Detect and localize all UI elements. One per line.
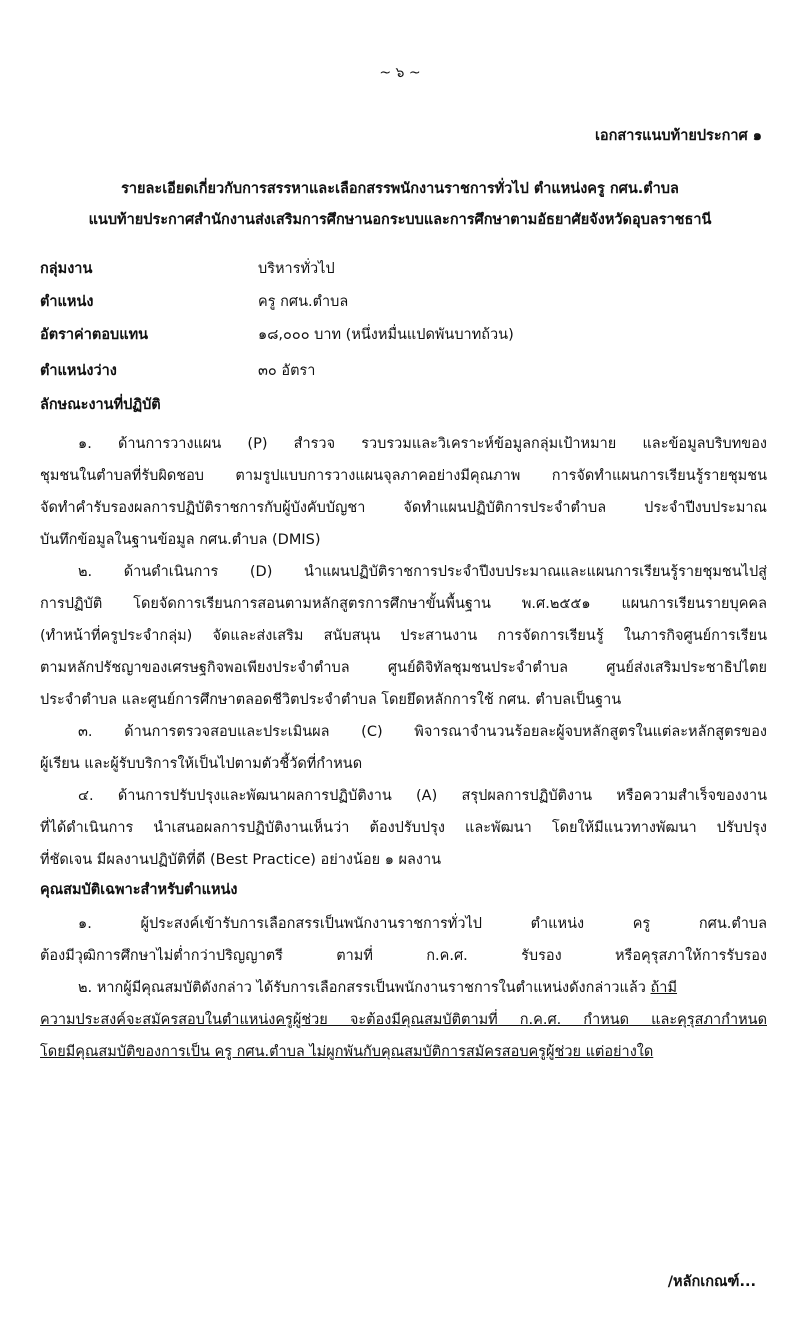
duty-line: (ทำหน้าที่ครูประจำกลุ่ม) จัดและส่งเสริม สนับสนุน ประสานงาน การจัดการเรียนรู้ ในภารกิจศูนย์การเรียน — [40, 628, 767, 644]
field-value: ๓๐ อัตรา — [258, 363, 316, 379]
field-vacancies — [40, 359, 760, 389]
document-title-line-1: รายละเอียดเกี่ยวกับการสรรหาและเลือกสรรพนักงานราชการทั่วไป ตำแหน่งครู กศน.ตำบล — [121, 181, 679, 197]
duty-line: ๑. ด้านการวางแผน (P) สำรวจ รวบรวมและวิเคราะห์ข้อมูลกลุ่มเป้าหมาย และข้อมูลบริบทของ — [78, 436, 767, 452]
duty-line: ตามหลักปรัชญาของเศรษฐกิจพอเพียงประจำตำบล ศูนย์ดิจิทัลชุมชนประจำตำบล ศูนย์ส่งเสริมประชาธิปไตย — [40, 660, 767, 676]
field-label: กลุ่มงาน — [40, 261, 93, 277]
page-number: ~ ๖ ~ — [379, 65, 421, 81]
duty-line: จัดทำคำรับรองผลการปฏิบัติราชการกับผู้บังคับบัญชา จัดทำแผนปฏิบัติการประจำตำบล ประจำปีงบประมาณ — [40, 500, 767, 516]
qualification-line-with-underline — [78, 976, 767, 999]
qualification-underlined-text: ถ้ามี — [650, 980, 678, 996]
field-label: ตำแหน่ง — [40, 294, 94, 310]
field-work-group — [40, 257, 760, 287]
qualification-line: ต้องมีวุฒิการศึกษาไม่ต่ำกว่าปริญญาตรี ตามที่ ก.ค.ศ. รับรอง หรือคุรุสภาให้การรับรอง — [40, 948, 767, 964]
section-heading-qualifications: คุณสมบัติเฉพาะสำหรับตำแหน่ง — [40, 882, 238, 898]
field-value: ๑๘,๐๐๐ บาท (หนึ่งหมื่นแปดพันบาทถ้วน) — [258, 327, 514, 343]
qualification-text: ๒. หากผู้มีคุณสมบัติดังกล่าว ได้รับการเลือกสรรเป็นพนักงานราชการในตำแหน่งดังกล่าวแล้ว — [78, 980, 651, 996]
document-title-line-2: แนบท้ายประกาศสำนักงานส่งเสริมการศึกษานอกระบบและการศึกษาตามอัธยาศัยจังหวัดอุบลราชธานี — [88, 212, 712, 228]
duty-line: ประจำตำบล และศูนย์การศึกษาตลอดชีวิตประจำตำบล โดยยึดหลักการใช้ กศน. ตำบลเป็นฐาน — [40, 692, 622, 708]
duty-line: บันทึกข้อมูลในฐานข้อมูล กศน.ตำบล (DMIS) — [40, 532, 321, 548]
qualification-underlined-line: โดยมีคุณสมบัติของการเป็น ครู กศน.ตำบล ไม่ผูกพันกับคุณสมบัติการสมัครสอบครูผู้ช่วย แต่อย่างใด — [40, 1044, 654, 1060]
duty-line: ผู้เรียน และผู้รับบริการให้เป็นไปตามตัวชี้วัดที่กำหนด — [40, 756, 363, 772]
duty-line: ที่ได้ดำเนินการ นำเสนอผลการปฏิบัติงานเห็นว่า ต้องปรับปรุง และพัฒนา โดยให้มีแนวทางพัฒนา ปรับปรุง — [40, 820, 767, 836]
duty-line: ๔. ด้านการปรับปรุงและพัฒนาผลการปฏิบัติงาน (A) สรุปผลการปฏิบัติงาน หรือความสำเร็จของงาน — [78, 788, 767, 804]
field-value: บริหารทั่วไป — [258, 261, 335, 277]
field-salary — [40, 323, 760, 353]
duty-line: การปฏิบัติ โดยจัดการเรียนการสอนตามหลักสูตรการศึกษาขั้นพื้นฐาน พ.ศ.๒๕๕๑ แผนการเรียนรายบุคคล — [40, 596, 767, 612]
continuation-marker: /หลักเกณฑ์... — [667, 1274, 756, 1290]
field-label: ตำแหน่งว่าง — [40, 363, 117, 379]
qualification-underlined-line: ความประสงค์จะสมัครสอบในตำแหน่งครูผู้ช่วย จะต้องมีคุณสมบัติตามที่ ก.ค.ศ. กำหนด และคุรุสภากำหนด — [40, 1012, 767, 1028]
field-label: อัตราค่าตอบแทน — [40, 327, 149, 343]
field-value: ครู กศน.ตำบล — [258, 294, 349, 310]
qualification-line: ๑. ผู้ประสงค์เข้ารับการเลือกสรรเป็นพนักงานราชการทั่วไป ตำแหน่ง ครู กศน.ตำบล — [78, 916, 767, 932]
field-position — [40, 290, 760, 320]
duty-line: ๒. ด้านดำเนินการ (D) นำแผนปฏิบัติราชการประจำปีงบประมาณและแผนการเรียนรู้รายชุมชนไปสู่ — [78, 564, 767, 580]
duty-line: ที่ชัดเจน มีผลงานปฏิบัติที่ดี (Best Practice) อย่างน้อย ๑ ผลงาน — [40, 852, 442, 868]
section-heading-duties: ลักษณะงานที่ปฏิบัติ — [40, 397, 161, 413]
duty-line: ชุมชนในตำบลที่รับผิดชอบ ตามรูปแบบการวางแผนจุลภาคอย่างมีคุณภาพ การจัดทำแผนการเรียนรู้รายชุมชน — [40, 468, 767, 484]
duty-line: ๓. ด้านการตรวจสอบและประเมินผล (C) พิจารณาจำนวนร้อยละผู้จบหลักสูตรในแต่ละหลักสูตรของ — [78, 724, 767, 740]
annex-label: เอกสารแนบท้ายประกาศ ๑ — [594, 128, 762, 144]
